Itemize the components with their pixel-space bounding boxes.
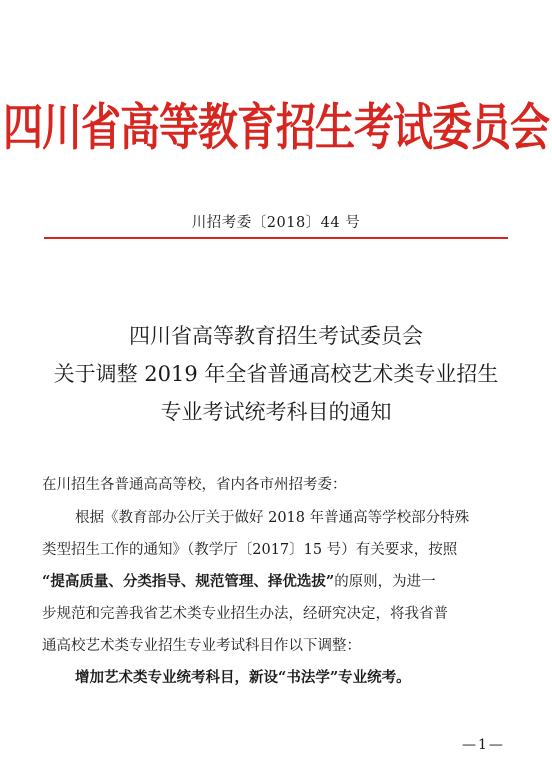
body-line-3-rest: 的原则，为进一 <box>334 574 436 590</box>
body-line-1: 根据《教育部办公厅关于做好 2018 年普通高等学校部分特殊 <box>75 510 470 526</box>
masthead-title: 四川省高等教育招生考试委员会 <box>3 99 549 157</box>
body-heading-item-1: 增加艺术类专业统考科目，新设“书法学”专业统考。 <box>75 669 411 686</box>
notice-title-line-1: 四川省高等教育招生考试委员会 <box>129 324 423 348</box>
red-divider-rule <box>44 237 508 239</box>
body-line-3 <box>42 572 436 592</box>
document-number: 川招考委〔2018〕44 号 <box>191 215 361 231</box>
body-line-4: 步规范和完善我省艺术类专业招生办法，经研究决定，将我省普 <box>42 606 448 622</box>
page-number: —1— <box>462 737 505 753</box>
notice-title-line-3: 专业考试统考科目的通知 <box>160 400 392 424</box>
body-line-2: 类型招生工作的通知》（教学厅〔2017〕15 号）有关要求，按照 <box>42 542 458 558</box>
principles-emphasis: “提高质量、分类指导、规范管理、择优选拔” <box>42 573 335 590</box>
addressee-line: 在川招生各普通高高等校，省内各市州招考委： <box>42 477 347 493</box>
notice-title-line-2: 关于调整 2019 年全省普通高校艺术类专业招生 <box>53 362 499 386</box>
body-line-5: 通高校艺术类专业招生专业考试科目作以下调整： <box>42 638 361 654</box>
